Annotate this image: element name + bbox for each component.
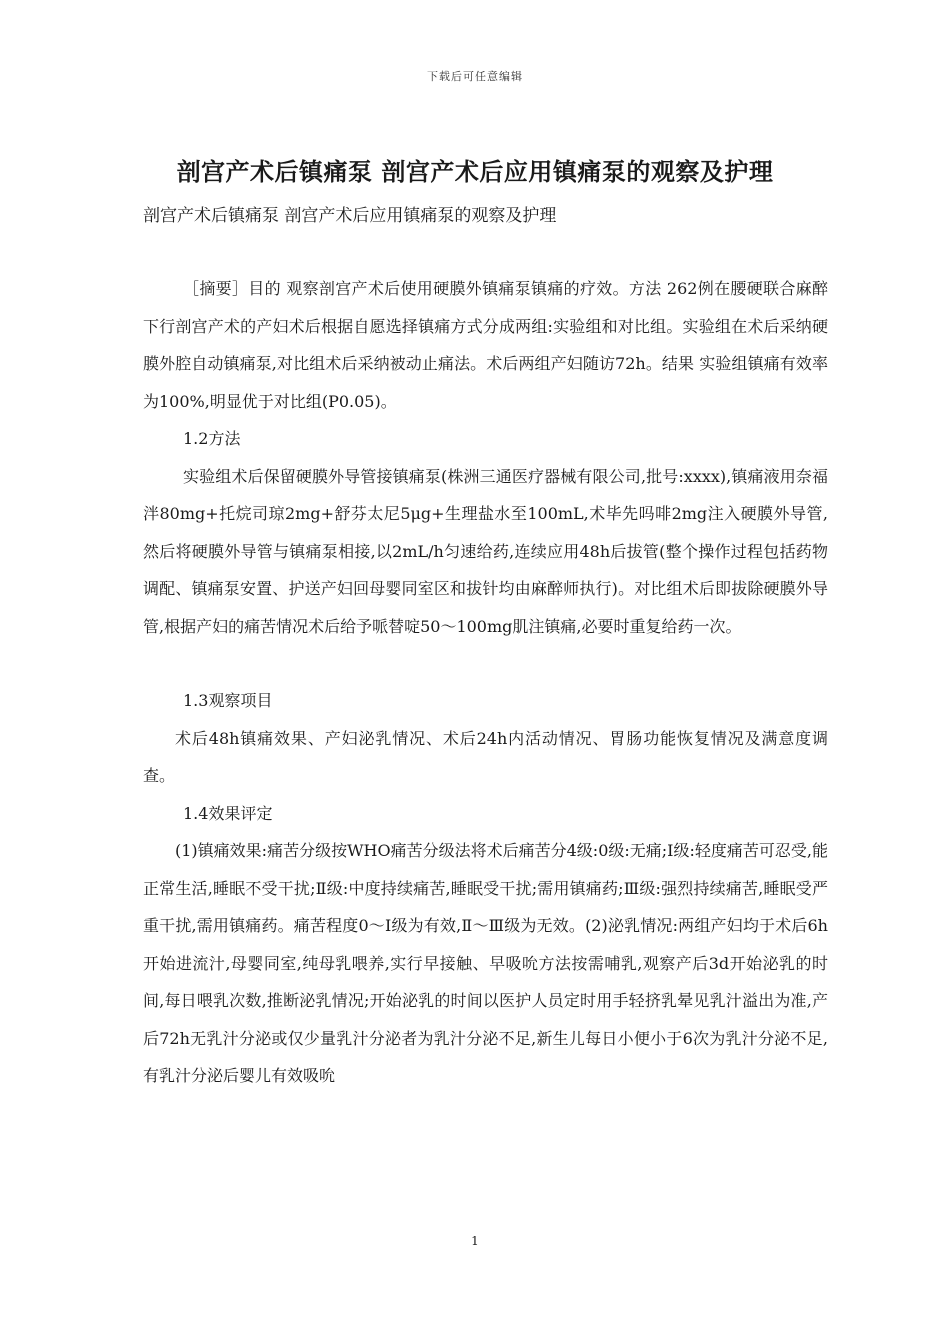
evaluation-paragraph: (1)镇痛效果:痛苦分级按WHO痛苦分级法将术后痛苦分4级:0级:无痛;Ⅰ级:轻度痛苦可忍受,能正常生活,睡眠不受干扰;Ⅱ级:中度持续痛苦,睡眠受干扰;需用镇痛药;Ⅲ级:强烈持续痛苦,睡眠受严重干扰,需用镇痛药。痛苦程度0～Ⅰ级为有效,Ⅱ～Ⅲ级为无效。(2)泌乳情况:两组产妇均于术后6h开始进流汁,母婴同室,纯母乳喂养,实行早接触、早吸吮方法按需哺乳,观察产后3d开始泌乳的时间,每日喂乳次数,推断泌乳情况;开始泌乳的时间以医护人员定时用手轻挤乳晕见乳汁溢出为准,产后72h无乳汁分泌或仅少量乳汁分泌者为乳汁分泌不足,新生儿每日小便小于6次为乳汁分泌不足,有乳汁分泌后婴儿有效吸吮	[143, 841, 828, 1085]
section-heading-1-4: 1.4效果评定	[183, 803, 273, 823]
observation-paragraph: 术后48h镇痛效果、产妇泌乳情况、术后24h内活动情况、胃肠功能恢复情况及满意度调查。	[143, 728, 828, 785]
section-heading-1-3: 1.3观察项目	[183, 691, 273, 710]
abstract-paragraph: ［摘要］目的 观察剖宫产术后使用硬膜外镇痛泵镇痛的疗效。方法 262例在腰硬联合麻醉下行剖宫产术的产妇术后根据自愿选择镇痛方式分成两组:实验组和对比组。实验组在术后采纳硬膜外腔自动镇痛泵,对比组术后采纳被动止痛法。术后两组产妇随访72h。结果 实验组镇痛有效率为100%,明显优于对比组(P0.05)。	[143, 279, 828, 411]
document-subtitle: 剖宫产术后镇痛泵 剖宫产术后应用镇痛泵的观察及护理	[143, 206, 557, 226]
document-title: 剖宫产术后镇痛泵 剖宫产术后应用镇痛泵的观察及护理	[176, 157, 774, 186]
header-note: 下载后可任意编辑	[427, 70, 523, 83]
page-number: 1	[471, 1234, 479, 1248]
methods-paragraph: 实验组术后保留硬膜外导管接镇痛泵(株洲三通医疗器械有限公司,批号:xxxx),镇痛液用奈福泮80mg+托烷司琼2mg+舒芬太尼5μg+生理盐水至100mL,术毕先吗啡2mg注入硬膜外导管,然后将硬膜外导管与镇痛泵相接,以2mL/h匀速给药,连续应用48h后拔管(整个操作过程包括药物调配、镇痛泵安置、护送产妇回母婴同室区和拔针均由麻醉师执行)。对比组术后即拔除硬膜外导管,根据产妇的痛苦情况术后给予哌替啶50～100mg肌注镇痛,必要时重复给药一次。	[143, 466, 828, 636]
section-heading-1-2: 1.2方法	[183, 429, 241, 448]
document-body	[143, 270, 828, 1095]
paragraph-spacer	[143, 645, 828, 682]
